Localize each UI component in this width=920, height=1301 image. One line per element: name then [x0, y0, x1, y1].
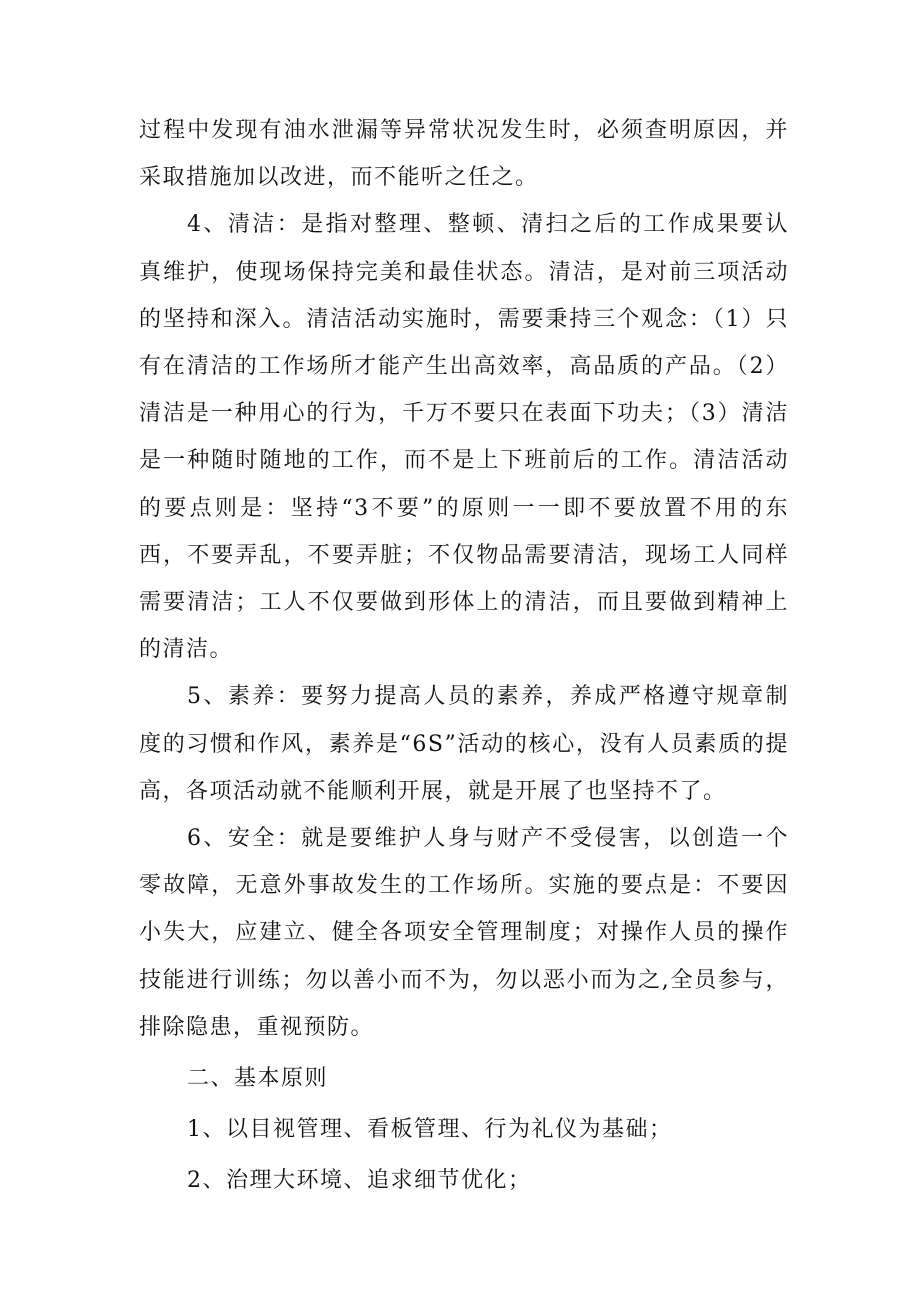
principle-item-2: 2、治理大环境、追求细节优化；: [187, 1168, 532, 1194]
principle-item-1: 1、以目视管理、看板管理、行为礼仪为基础；: [187, 1117, 673, 1143]
paragraph-discipline: 5、素养：要努力提高人员的素养，养成严格遵守规章制度的习惯和作风，素养是“6S”活动的核心，没有人员素质的提高，各项活动就不能顺利开展，就是开展了也坚持不了。: [139, 684, 789, 804]
section-heading-basic-principles: 二、基本原则: [187, 1066, 329, 1092]
body-text: [139, 107, 789, 1205]
paragraph-safety: 6、安全：就是要维护人身与财产不受侵害，以创造一个零故障，无意外事故发生的工作场所。实施的要点是：不要因小失大，应建立、健全各项安全管理制度；对操作人员的操作技能进行训练；勿以善小而不为，勿以恶小而为之,全员参与，排除隐患，重视预防。: [139, 826, 789, 1040]
paragraph-continuation: 过程中发现有油水泄漏等异常状况发生时，必须查明原因，并采取措施加以改进，而不能听之任之。: [139, 118, 789, 191]
paragraph-cleaning: 4、清洁：是指对整理、整顿、清扫之后的工作成果要认真维护，使现场保持完美和最佳状态。清洁，是对前三项活动的坚持和深入。清洁活动实施时，需要秉持三个观念：（1）只有在清洁的工作场所才能产生出高效率，高品质的产品。（2）清洁是一种用心的行为，千万不要只在表面下功夫；（3）清洁是一种随时随地的工作，而不是上下班前后的工作。清洁活动的要点则是：坚持“3不要”的原则一一即不要放置不用的东西，不要弄乱，不要弄脏；不仅物品需要清洁，现场工人同样需要清洁；工人不仅要做到形体上的清洁，而且要做到精神上的清洁。: [139, 212, 789, 663]
